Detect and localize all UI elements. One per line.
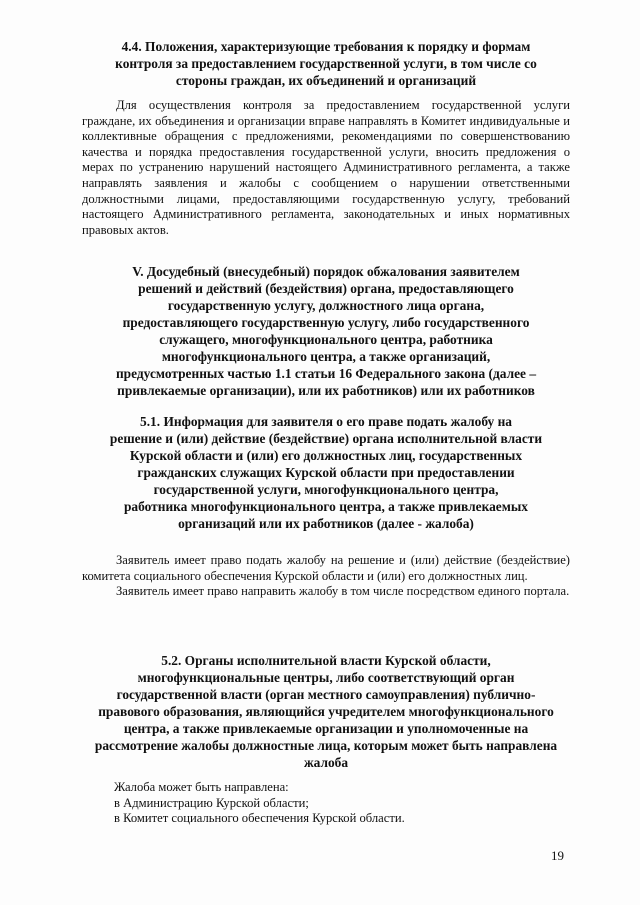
heading-line: правового образования, являющийся учредителем многофункционального <box>98 704 554 719</box>
heading-line: 5.1. Информация для заявителя о его праве подать жалобу на <box>140 414 512 429</box>
section-5-1-paragraph-1: Заявитель имеет право подать жалобу на решение и (или) действие (бездействие) комитета социального обеспечения Курской области и (или) его должностных лиц. <box>82 553 570 583</box>
heading-line: 4.4. Положения, характеризующие требования к порядку и формам <box>121 39 531 54</box>
heading-line: служащего, многофункционального центра, работника <box>159 332 493 347</box>
list-item: в Администрацию Курской области; <box>114 795 309 810</box>
heading-line: 5.2. Органы исполнительной власти Курской области, <box>161 653 491 668</box>
heading-line: предусмотренных частью 1.1 статьи 16 Федерального закона (далее – <box>115 366 537 381</box>
section-5-1-heading <box>82 413 570 532</box>
section-5-2-intro: Жалоба может быть направлена: <box>114 780 289 794</box>
section-5-2-heading <box>82 652 570 771</box>
heading-line: контроля за предоставлением государственной услуги, в том числе со <box>115 56 537 71</box>
heading-line: решений и действий (бездействия) органа, предоставляющего <box>138 281 514 296</box>
heading-line: государственной услуги, многофункционального центра, <box>153 482 499 497</box>
section-5-2-body <box>82 780 570 827</box>
heading-line: предоставляющего государственную услугу, либо государственного <box>122 315 530 330</box>
heading-line: гражданских служащих Курской области при предоставлении <box>137 465 515 480</box>
list-item: в Комитет социального обеспечения Курской области. <box>114 811 405 826</box>
heading-line: решение и (или) действие (бездействие) органа исполнительной власти <box>109 431 543 446</box>
heading-line: привлекаемые организации), или их работников) или их работников <box>117 383 535 398</box>
heading-line: центра, а также привлекаемые организации и уполномоченные на <box>123 721 529 736</box>
heading-line: стороны граждан, их объединений и организаций <box>175 73 477 88</box>
heading-line: жалоба <box>303 755 349 770</box>
section-4-4-paragraph: Для осуществления контроля за предоставлением государственной услуги граждане, их объединения и организации вправе направлять в Комитет индивидуальные и коллективные обращения с предложениями, рекомендациями по совершенствованию качества и порядка предоставления государственной услуги, вносить предложения о мерах по устранению нарушений настоящего Административного регламента, а также направлять заявления и жалобы с сообщением о нарушении ответственными должностными лицами, предоставляющими государственную услугу, требований настоящего Административного регламента, законодательных и иных нормативных правовых актов. <box>82 98 570 237</box>
heading-line: организаций или их работников (далее - жалоба) <box>178 516 474 531</box>
heading-line: многофункциональные центры, либо соответствующий орган <box>137 670 515 685</box>
section-4-4-paragraph-block <box>82 98 570 238</box>
section-4-4-heading <box>82 38 570 89</box>
heading-line: работника многофункционального центра, а также привлекаемых <box>123 499 528 514</box>
heading-line: V. Досудебный (внесудебный) порядок обжалования заявителем <box>132 264 520 279</box>
page-number: 19 <box>551 848 564 863</box>
heading-line: многофункционального центра, а также организаций, <box>161 349 491 364</box>
section-5-heading <box>82 263 570 399</box>
heading-line: государственной власти (орган местного самоуправления) публично- <box>116 687 536 702</box>
section-5-1-paragraph-2: Заявитель имеет право направить жалобу в том числе посредством единого портала. <box>116 584 570 599</box>
heading-line: государственную услугу, должностного лица органа, <box>167 298 485 313</box>
section-5-1-body <box>82 553 570 600</box>
heading-line: Курской области и (или) его должностных лиц, государственных <box>129 448 523 463</box>
heading-line: рассмотрение жалобы должностные лица, которым может быть направлена <box>94 738 558 753</box>
